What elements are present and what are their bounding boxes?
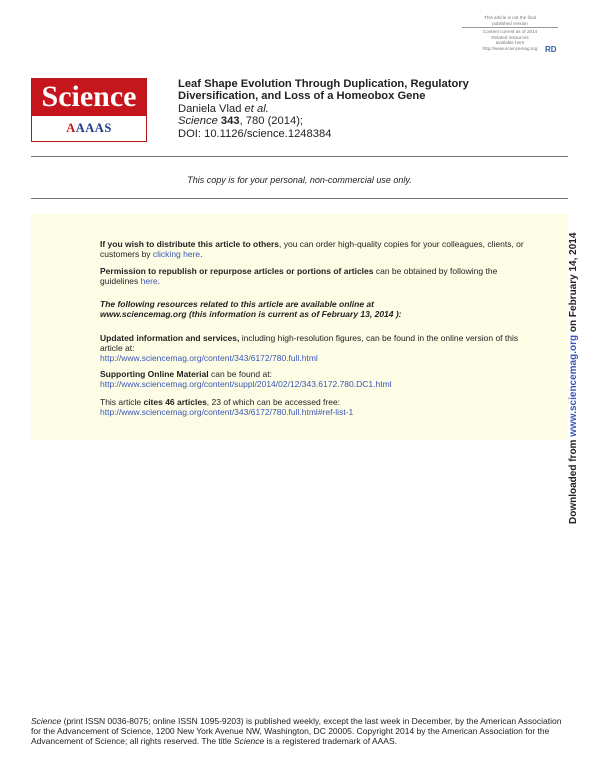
- stamp-line: published version: [492, 20, 528, 26]
- divider-top: [31, 156, 568, 157]
- permission-heading: Permission to republish or repurpose articles or portions of articles: [100, 266, 374, 276]
- citation-block: [178, 78, 558, 140]
- et-al: et al.: [244, 102, 269, 115]
- stamp-line: available here: [495, 40, 525, 46]
- corner-stamp: [462, 15, 558, 52]
- journal-ref: [178, 115, 558, 127]
- aaas-logo: [32, 121, 146, 136]
- stamp-line: This article is not the final: [484, 15, 536, 20]
- journal-name: Science: [178, 115, 218, 128]
- volume: 343: [220, 115, 240, 128]
- doi: DOI: 10.1126/science.1248384: [178, 127, 332, 140]
- crossmark-icon[interactable]: RD: [545, 45, 557, 54]
- footer-journal: Science: [31, 716, 62, 726]
- clicking-here-link[interactable]: clicking here: [152, 249, 201, 259]
- stamp-line: Related resources: [491, 34, 529, 40]
- distribute-heading: If you wish to distribute this article to others: [100, 239, 279, 249]
- supplement-link[interactable]: http://www.sciencemag.org/content/suppl/2014/02/12/343.6172.780.DC1.html: [100, 379, 392, 389]
- updated-paragraph: [100, 333, 530, 363]
- aaas-mark: A: [66, 121, 76, 135]
- science-logo: [31, 78, 147, 142]
- aaas-text: AAAS: [75, 121, 112, 135]
- updated-text: including high-resolution figures, can be found in the online version of this article at:: [100, 333, 519, 353]
- supporting-text: can be found at:: [208, 369, 272, 379]
- article-title-line1: Leaf Shape Evolution Through Duplication, Regulatory: [178, 78, 469, 90]
- cites-count: cites 46 articles: [143, 397, 207, 407]
- cites-paragraph: [100, 397, 530, 417]
- article-title-line2: Diversification, and Loss of a Homeobox Gene: [178, 90, 426, 103]
- permission-paragraph: [100, 266, 530, 286]
- author-name: Daniela Vlad: [178, 102, 245, 115]
- distribute-paragraph: [100, 239, 530, 259]
- period: .: [200, 249, 203, 259]
- authors: [178, 103, 558, 115]
- guidelines-here-link[interactable]: here: [140, 276, 158, 286]
- stamp-divider: [462, 27, 558, 28]
- personal-use-note: This copy is for your personal, non-commercial use only.: [187, 175, 412, 185]
- distribute-text: , you can order high-quality copies for your colleagues, clients, or customers by: [100, 239, 524, 259]
- period: .: [157, 276, 161, 286]
- footer-copyright: [31, 716, 568, 746]
- resources-line1: The following resources related to this article are available online at: [100, 299, 374, 309]
- sciencemag-link[interactable]: www.sciencemag.org: [568, 334, 579, 437]
- download-pre: Downloaded from: [568, 436, 579, 524]
- footer-journal-title: Science: [234, 736, 265, 746]
- resources-line2: www.sciencemag.org (this information is current as of February 13, 2014 ):: [100, 309, 402, 319]
- cites-pre: This article: [100, 397, 144, 407]
- supporting-heading: Supporting Online Material: [100, 369, 209, 379]
- download-note: [567, 234, 580, 524]
- stamp-line: Content current as of 2014: [482, 29, 538, 35]
- permission-text: can be obtained by following the guidelines: [100, 266, 498, 286]
- cites-text: , 23 of which can be accessed free:: [206, 397, 341, 407]
- footer-trademark: is a registered trademark of AAAS.: [264, 736, 398, 746]
- ref-list-link[interactable]: http://www.sciencemag.org/content/343/6172/780.full.html#ref-list-1: [100, 407, 354, 417]
- logo-wordmark: Science: [41, 80, 137, 113]
- stamp-line[interactable]: http://www.sciencemag.org: [482, 45, 538, 51]
- full-text-link[interactable]: http://www.sciencemag.org/content/343/6172/780.full.html: [100, 353, 318, 363]
- pages-year: , 780 (2014);: [239, 115, 304, 128]
- supporting-paragraph: [100, 369, 530, 389]
- footer-text: (print ISSN 0036-8075; online ISSN 1095-9203) is published weekly, except the last week in December, by the American Association for the Advancement of Science, 1200 New York Avenue NW, Washington, DC 20005. Copyright 2014 by the American Association for the Advancement of Science; all rights reserved. The title: [31, 716, 562, 746]
- download-date: on February 14, 2014: [568, 232, 579, 335]
- updated-heading: Updated information and services,: [100, 333, 240, 343]
- divider-bottom: [31, 198, 568, 199]
- resources-note: [100, 299, 530, 319]
